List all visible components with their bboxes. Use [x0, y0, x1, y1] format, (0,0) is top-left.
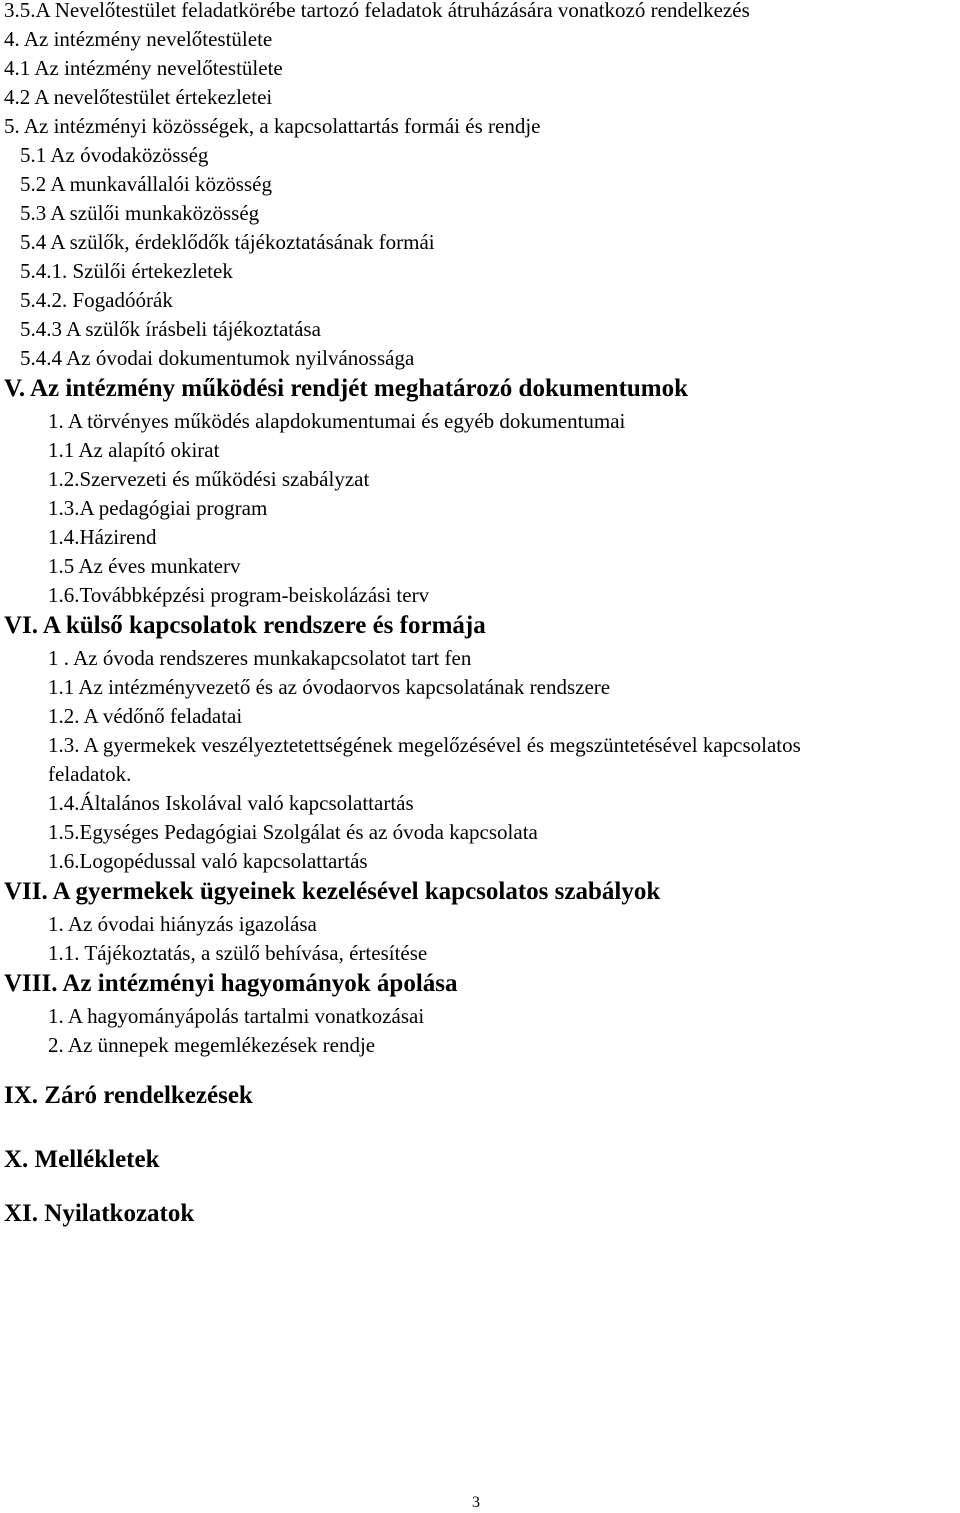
toc-heading: VII. A gyermekek ügyeinek kezelésével kapcsolatos szabályok — [4, 878, 661, 905]
toc-line: 1.3.A pedagógiai program — [48, 496, 268, 520]
toc-line: 1 . Az óvoda rendszeres munkakapcsolatot tart fen — [48, 646, 472, 670]
toc-line: 1.5 Az éves munkaterv — [48, 554, 241, 578]
toc-heading: VIII. Az intézményi hagyományok ápolása — [4, 970, 458, 997]
toc-line: 1.4.Általános Iskolával való kapcsolattartás — [48, 791, 414, 815]
toc-heading: V. Az intézmény működési rendjét meghatározó dokumentumok — [4, 375, 689, 402]
toc-line: 3.5.A Nevelőtestület feladatkörébe tartozó feladatok átruházására vonatkozó rendelkezés — [4, 0, 750, 22]
toc-line: 1.6.Továbbképzési program-beiskolázási terv — [48, 583, 430, 607]
toc-line: 5.4.1. Szülői értekezletek — [20, 259, 233, 283]
toc-line: 4.1 Az intézmény nevelőtestülete — [4, 56, 283, 80]
toc-heading: VI. A külső kapcsolatok rendszere és formája — [4, 612, 486, 639]
toc-line: 1.1 Az alapító okirat — [48, 438, 220, 462]
toc-line: 1.2.Szervezeti és működési szabályzat — [48, 467, 370, 491]
toc-line: feladatok. — [48, 762, 132, 786]
toc-line: 1.5.Egységes Pedagógiai Szolgálat és az óvoda kapcsolata — [48, 820, 538, 844]
toc-line: 1.6.Logopédussal való kapcsolattartás — [48, 849, 368, 873]
toc-line: 5.1 Az óvodaközösség — [20, 143, 209, 167]
toc-line: 5. Az intézményi közösségek, a kapcsolattartás formái és rendje — [4, 114, 541, 138]
toc-line: 5.4.2. Fogadóórák — [20, 288, 173, 312]
toc-line: 5.2 A munkavállalói közösség — [20, 172, 272, 196]
toc-heading: IX. Záró rendelkezések — [4, 1082, 253, 1109]
toc-line: 5.4.3 A szülők írásbeli tájékoztatása — [20, 317, 321, 341]
toc-line: 1.1. Tájékoztatás, a szülő behívása, értesítése — [48, 941, 428, 965]
toc-line: 1. Az óvodai hiányzás igazolása — [48, 912, 317, 936]
toc-line: 1.4.Házirend — [48, 525, 157, 549]
toc-line: 1.1 Az intézményvezető és az óvodaorvos kapcsolatának rendszere — [48, 675, 611, 699]
toc-line: 1.3. A gyermekek veszélyeztetettségének megelőzésével és megszüntetésével kapcsolatos — [48, 733, 801, 757]
toc-line: 4.2 A nevelőtestület értekezletei — [4, 85, 273, 109]
toc-heading: X. Mellékletek — [4, 1146, 160, 1173]
toc-line: 1. A törvényes működés alapdokumentumai és egyéb dokumentumai — [48, 409, 626, 433]
toc-line: 4. Az intézmény nevelőtestülete — [4, 27, 273, 51]
toc-line: 5.3 A szülői munkaközösség — [20, 201, 260, 225]
toc-line: 5.4.4 Az óvodai dokumentumok nyilvánossága — [20, 346, 415, 370]
toc-line: 5.4 A szülők, érdeklődők tájékoztatásának formái — [20, 230, 435, 254]
toc-heading: XI. Nyilatkozatok — [4, 1200, 195, 1227]
toc-line: 1.2. A védőnő feladatai — [48, 704, 243, 728]
toc-line: 2. Az ünnepek megemlékezések rendje — [48, 1033, 376, 1057]
toc-line: 1. A hagyományápolás tartalmi vonatkozásai — [48, 1004, 425, 1028]
page-number: 3 — [472, 1494, 480, 1511]
